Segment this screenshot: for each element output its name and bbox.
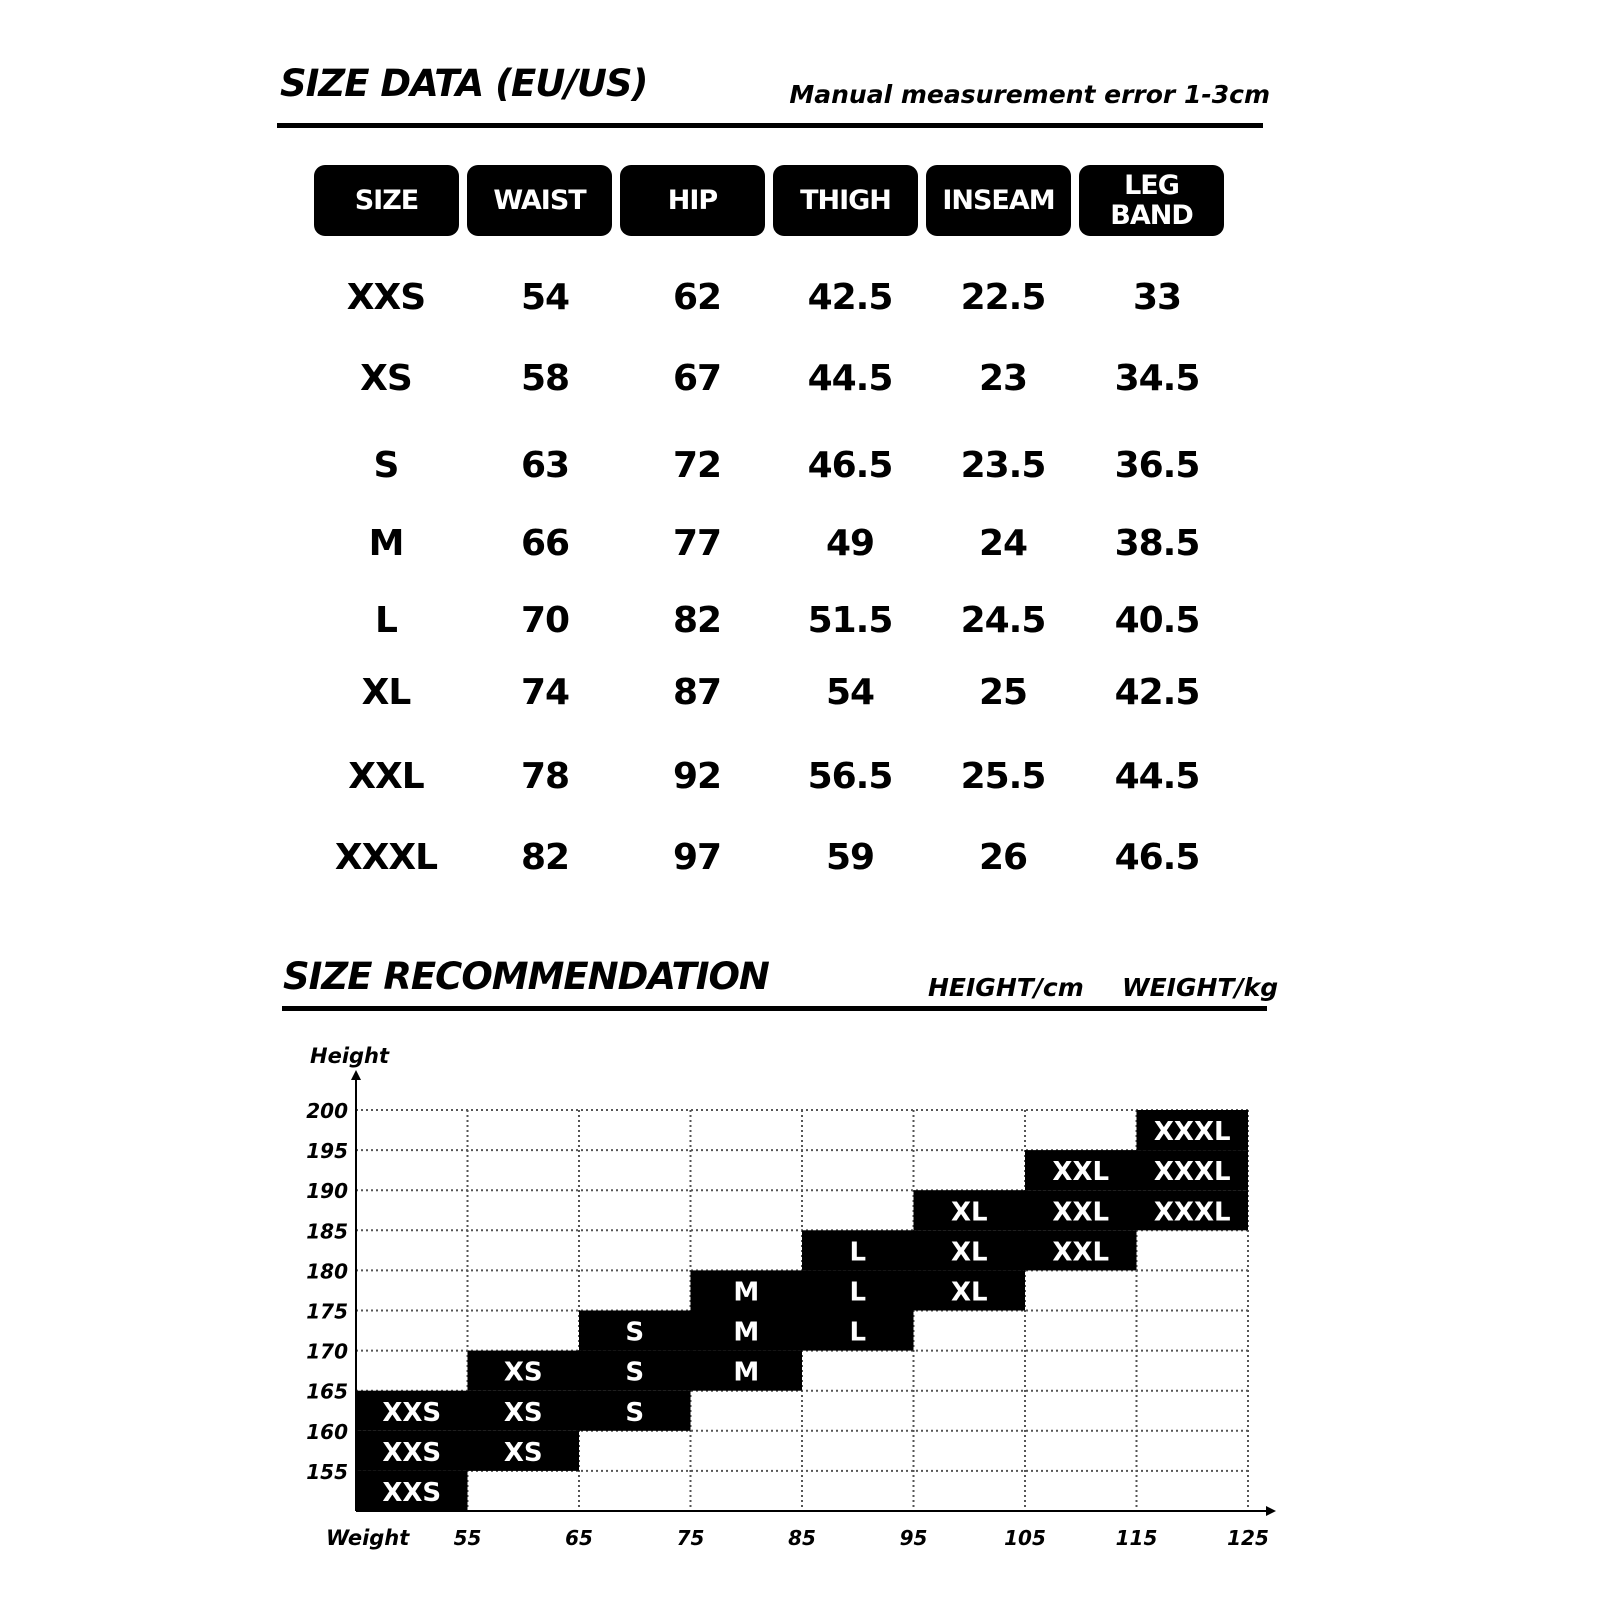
cell-size: XL <box>361 672 411 713</box>
header-thigh: THIGH <box>773 165 918 236</box>
cell-leg-band: 33 <box>1132 277 1182 318</box>
y-tick-label: 200 <box>306 1099 348 1123</box>
cell-thigh: 59 <box>825 837 875 878</box>
header-size: SIZE <box>314 165 459 236</box>
y-tick-label: 180 <box>306 1259 348 1284</box>
cell-hip: 62 <box>672 277 722 318</box>
y-tick-label: 160 <box>306 1419 348 1444</box>
y-tick-label: 155 <box>306 1459 348 1484</box>
cell-size: S <box>373 445 399 486</box>
cell-hip: 82 <box>672 600 722 641</box>
cell-hip: 92 <box>672 756 722 797</box>
x-tick-label: 95 <box>899 1526 928 1550</box>
cell-waist: 82 <box>520 837 570 878</box>
cell-inseam: 24 <box>978 523 1028 564</box>
cell-waist: 74 <box>520 672 570 713</box>
size-cell-label: XXXL <box>1153 1157 1231 1188</box>
cell-waist: 66 <box>520 523 570 564</box>
header-leg-band: LEG BAND <box>1079 165 1224 236</box>
cell-size: XXL <box>348 756 424 797</box>
x-tick-label: 125 <box>1227 1526 1269 1550</box>
cell-leg-band: 42.5 <box>1114 672 1200 713</box>
size-cell-label: XXL <box>1052 1237 1110 1268</box>
cell-leg-band: 40.5 <box>1114 600 1200 641</box>
x-tick-label: 115 <box>1115 1526 1158 1550</box>
cell-size: XS <box>360 358 412 399</box>
size-cell-label: XXS <box>382 1397 442 1428</box>
cell-inseam: 24.5 <box>960 600 1046 641</box>
size-cell-label: XXL <box>1052 1197 1110 1228</box>
y-tick-label: 175 <box>306 1299 348 1324</box>
cell-thigh: 54 <box>825 672 875 713</box>
size-cell-label: XXXL <box>1153 1117 1231 1148</box>
cell-leg-band: 44.5 <box>1114 756 1200 797</box>
size-cell-label: XL <box>950 1197 988 1228</box>
size-data-title: SIZE DATA (EU/US) <box>280 62 648 105</box>
cell-waist: 54 <box>520 277 570 318</box>
y-axis-title: Height <box>310 1044 390 1068</box>
size-cell-label: L <box>849 1317 867 1348</box>
cell-hip: 77 <box>672 523 722 564</box>
cell-hip: 72 <box>672 445 722 486</box>
x-tick-label: 75 <box>676 1526 705 1550</box>
cell-waist: 63 <box>520 445 570 486</box>
y-tick-label: 170 <box>306 1339 348 1364</box>
size-cell-label: L <box>849 1277 867 1308</box>
x-tick-label: 85 <box>788 1526 816 1550</box>
size-cell-label: S <box>625 1317 645 1348</box>
x-tick-label: 65 <box>565 1526 593 1550</box>
cell-size: XXXL <box>334 837 438 878</box>
cell-waist: 78 <box>520 756 570 797</box>
header-inseam: INSEAM <box>926 165 1071 236</box>
size-cell-label: M <box>733 1277 760 1308</box>
size-cell-label: XL <box>950 1237 988 1268</box>
size-cell-label: XS <box>503 1357 543 1388</box>
x-axis-title: Weight <box>326 1526 410 1550</box>
cell-size: XXS <box>346 277 426 318</box>
measurement-note: Manual measurement error 1-3cm <box>789 80 1270 109</box>
cell-leg-band: 34.5 <box>1114 358 1200 399</box>
size-cell-label: L <box>849 1237 867 1268</box>
cell-inseam: 26 <box>978 837 1028 878</box>
cell-leg-band: 46.5 <box>1114 837 1200 878</box>
header-waist: WAIST <box>467 165 612 236</box>
cell-waist: 70 <box>520 600 570 641</box>
y-tick-label: 165 <box>306 1379 348 1404</box>
cell-thigh: 49 <box>825 523 875 564</box>
size-cell-label: M <box>733 1317 760 1348</box>
cell-hip: 97 <box>672 837 722 878</box>
cell-inseam: 23.5 <box>960 445 1046 486</box>
cell-thigh: 56.5 <box>807 756 893 797</box>
cell-hip: 87 <box>672 672 722 713</box>
cell-inseam: 23 <box>978 358 1028 399</box>
cell-thigh: 46.5 <box>807 445 893 486</box>
x-tick-label: 105 <box>1004 1526 1046 1550</box>
cell-hip: 67 <box>672 358 722 399</box>
size-cell-label: XXS <box>382 1477 442 1508</box>
recommendation-title: SIZE RECOMMENDATION <box>283 955 769 998</box>
size-cell-label: XS <box>503 1397 543 1428</box>
cell-waist: 58 <box>520 358 570 399</box>
size-cell-label: XXXL <box>1153 1197 1231 1228</box>
cell-inseam: 25.5 <box>960 756 1046 797</box>
x-tick-label: 55 <box>453 1526 482 1550</box>
y-tick-label: 185 <box>306 1219 348 1244</box>
cell-size: L <box>375 600 397 641</box>
cell-inseam: 25 <box>978 672 1028 713</box>
size-cell-label: XXS <box>382 1437 442 1468</box>
cell-size: M <box>368 523 404 564</box>
cell-leg-band: 36.5 <box>1114 445 1200 486</box>
size-cell-label: XL <box>950 1277 988 1308</box>
y-tick-label: 195 <box>306 1139 348 1164</box>
size-cell-label: XXL <box>1052 1157 1110 1188</box>
cell-inseam: 22.5 <box>960 277 1046 318</box>
y-tick-label: 190 <box>306 1179 348 1204</box>
cell-thigh: 44.5 <box>807 358 893 399</box>
x-axis-arrow <box>1266 1506 1276 1516</box>
size-cell-label: XS <box>503 1437 543 1468</box>
size-cell-label: S <box>625 1397 645 1428</box>
y-axis-arrow <box>351 1070 361 1080</box>
height-unit-label: HEIGHT/cm <box>928 973 1084 1002</box>
cell-thigh: 51.5 <box>807 600 893 641</box>
size-cell-label: M <box>733 1357 760 1388</box>
cell-thigh: 42.5 <box>807 277 893 318</box>
cell-leg-band: 38.5 <box>1114 523 1200 564</box>
size-cell-label: S <box>625 1357 645 1388</box>
header-hip: HIP <box>620 165 765 236</box>
weight-unit-label: WEIGHT/kg <box>1122 973 1279 1002</box>
